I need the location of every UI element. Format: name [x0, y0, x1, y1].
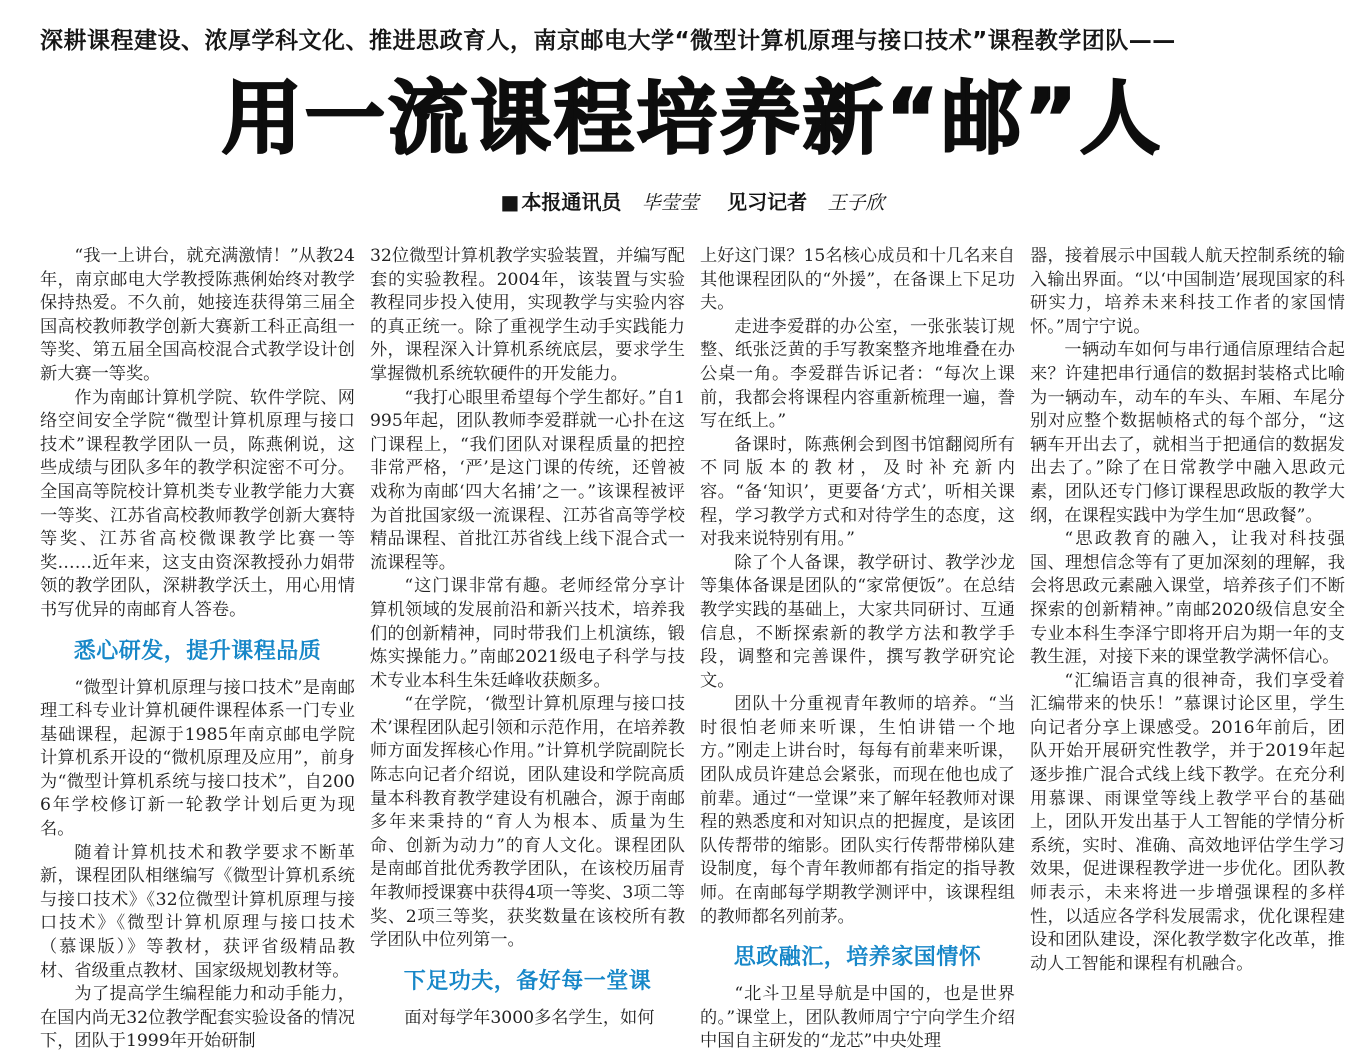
byline — [40, 190, 1345, 215]
paragraph: 备课时，陈燕俐会到图书馆翻阅所有不同版本的教材，及时补充新内容。“备‘知识’，更要备‘方式’，听相关课程，学习教学方式和对待学生的态度，这对我来说特别有用。” — [700, 434, 1015, 550]
article-body — [40, 245, 1345, 1051]
paragraph-continuation: 32位微型计算机教学实验装置，并编写配套的实验教程。2004年，该装置与实验教程同步投入使用，实现教学与实验内容的真正统一。除了重视学生动手实践能力外，课程深入计算机系统底层，要求学生掌握微机系统软硬件的开发能力。 — [370, 246, 685, 384]
byline-name-trainee-reporter: 王子欣 — [827, 192, 885, 214]
article-column-2 — [370, 245, 685, 1051]
kicker: 深耕课程建设、浓厚学科文化、推进思政育人，南京邮电大学“微型计算机原理与接口技术”课程教学团队—— — [40, 28, 1176, 54]
paragraph: “微型计算机原理与接口技术”是南邮理工科专业计算机硬件课程体系一门专业基础课程，起源于1985年南京邮电学院计算机系开设的“微机原理及应用”，前身为“微型计算机系统与接口技术”，自2006年学校修订新一轮教学计划后更为现名。 — [40, 677, 355, 840]
byline-role-correspondent: 本报通讯员 — [521, 190, 622, 214]
paragraph: “我一上讲台，就充满激情！”从教24年，南京邮电大学教授陈燕俐始终对教学保持热爱。不久前，她接连获得第三届全国高校教师教学创新大赛新工科正高组一等奖、第五届全国高校混合式教学设计创新大赛一等奖。 — [40, 246, 355, 384]
paragraph: 除了个人备课，教学研讨、教学沙龙等集体备课是团队的“家常便饭”。在总结教学实践的基础上，大家共同研讨、互通信息，不断探索新的教学方法和教学手段，调整和完善课件，撰写教学研究论文。 — [700, 552, 1015, 691]
paragraph: “汇编语言真的很神奇，我们享受着汇编带来的快乐！”慕课讨论区里，学生向记者分享上课感受。2016年前后，团队开始开展研究性教学，并于2019年起逐步推广混合式线上线下教学。在充分利用慕课、雨课堂等线上教学平台的基础上，团队开发出基于人工智能的学情分析系统，实时、准确、高效地评估学生学习效果，促进课程教学进一步优化。团队教师表示，未来将进一步增强课程的多样性，以适应各学科发展需求，优化课程建设和团队建设，深化教学数字化改革，推动人工智能和课程有机融合。 — [1030, 670, 1345, 974]
paragraph: “北斗卫星导航是中国的，也是世界的。”课堂上，团队教师周宁宁向学生介绍中国自主研发的“龙芯”中央处理 — [700, 984, 1015, 1051]
paragraph-continuation: 上好这门课？15名核心成员和十几名来自其他课程团队的“外援”，在备课上下足功夫。 — [700, 246, 1015, 314]
byline-name-correspondent: 毕莹莹 — [641, 192, 699, 214]
paragraph: “思政教育的融入，让我对科技强国、理想信念等有了更加深刻的理解，我会将思政元素融入课堂，培养孩子们不断探索的创新精神。”南邮2020级信息安全专业本科生李泽宁即将开启为期一年的支教生涯，对接下来的课堂教学满怀信心。 — [1030, 529, 1345, 668]
byline-square-marker: ■ — [500, 190, 520, 214]
section-heading-lesson-preparation: 下足功夫，备好每一堂课 — [403, 968, 652, 994]
paragraph: “这门课非常有趣。老师经常分享计算机领域的发展前沿和新兴技术，培养我们的创新精神，同时带我们上机演练，锻炼实操能力。”南邮2021级电子科学与技术专业本科生朱廷峰收获颇多。 — [370, 576, 685, 691]
byline-role-trainee-reporter: 见习记者 — [727, 190, 808, 214]
paragraph: “在学院，‘微型计算机原理与接口技术’课程团队起引领和示范作用，在培养教师方面发挥核心作用。”计算机学院副院长陈志向记者介绍说，团队建设和学院高质量本科教育教学建设有机融合，源于南邮多年来秉持的“育人为根本、质量为生命、创新为动力”的育人文化。课程团队是南邮首批优秀教学团队，在该校历届青年教师授课赛中获得4项一等奖、3项二等奖、2项三等奖，获奖数量在该校所有教学团队中位列第一。 — [370, 694, 685, 951]
paragraph: 一辆动车如何与串行通信原理结合起来？许建把串行通信的数据封装格式比喻为一辆动车，动车的车头、车厢、车尾分别对应整个数据帧格式的每个部分，“这辆车开出去了，就相当于把通信的数据发出去了。”除了在日常教学中融入思政元素，团队还专门修订课程思政版的教学大纲，在课程实践中为学生加“思政餐”。 — [1030, 340, 1345, 526]
paragraph: 走进李爱群的办公室，一张张装订规整、纸张泛黄的手写教案整齐地堆叠在办公桌一角。李爱群告诉记者：“每次上课前，我都会将课程内容重新梳理一遍，誊写在纸上。” — [700, 316, 1015, 432]
headline: 用一流课程培养新“邮”人 — [221, 72, 1164, 165]
article-column-4 — [1030, 245, 1345, 1051]
paragraph: 团队十分重视青年教师的培养。“当时很怕老师来听课，生怕讲错一个地方。”刚走上讲台时，每每有前辈来听课，团队成员许建总会紧张，而现在他也成了前辈。通过“一堂课”来了解年轻教师对课程的熟悉度和对知识点的把握度，是该团队传帮带的缩影。团队实行传帮带梯队建设制度，每个青年教师都有指定的指导教师。在南邮每学期教学测评中，该课程组的教师都名列前茅。 — [700, 694, 1015, 927]
paragraph-continuation: 器，接着展示中国载人航天控制系统的输入输出界面。“以‘中国制造’展现国家的科研实力，培养未来科技工作者的家国情怀。”周宁宁说。 — [1030, 246, 1345, 337]
paragraph: 随着计算机技术和教学要求不断革新，课程团队相继编写《微型计算机系统与接口技术》《32位微型计算机原理与接口技术》《微型计算机原理与接口技术（慕课版）》等教材，获评省级精品教材、省级重点教材、国家级规划教材等。 — [40, 842, 355, 981]
section-heading-course-quality: 悉心研发，提升课程品质 — [73, 638, 322, 664]
article-column-3 — [700, 245, 1015, 1051]
article-column-1 — [40, 245, 355, 1051]
paragraph: “我打心眼里希望每个学生都好。”自1995年起，团队教师李爱群就一心扑在这门课程上，“我们团队对课程质量的把控非常严格，‘严’是这门课的传统，还曾被戏称为南邮‘四大名捕’之一。”该课程被评为首批国家级一流课程、江苏省高等学校精品课程、首批江苏省线上线下混合式一流课程等。 — [370, 387, 685, 573]
paragraph: 作为南邮计算机学院、软件学院、网络空间安全学院“微型计算机原理与接口技术”课程教学团队一员，陈燕俐说，这些成绩与团队多年的教学积淀密不可分。全国高等院校计算机类专业教学能力大赛一等奖、江苏省高校教师教学创新大赛特等奖、江苏省高校微课教学比赛一等奖……近年来，这支由资深教授孙力娟带领的教学团队，深耕教学沃土，用心用情书写优异的南邮育人答卷。 — [40, 387, 355, 620]
paragraph: 面对每学年3000多名学生，如何 — [404, 1007, 655, 1028]
section-heading-ideological-education: 思政融汇，培养家国情怀 — [733, 945, 982, 971]
paragraph: 为了提高学生编程能力和动手能力，在国内尚无32位教学配套实验设备的情况下，团队于1999年开始研制 — [40, 984, 355, 1051]
